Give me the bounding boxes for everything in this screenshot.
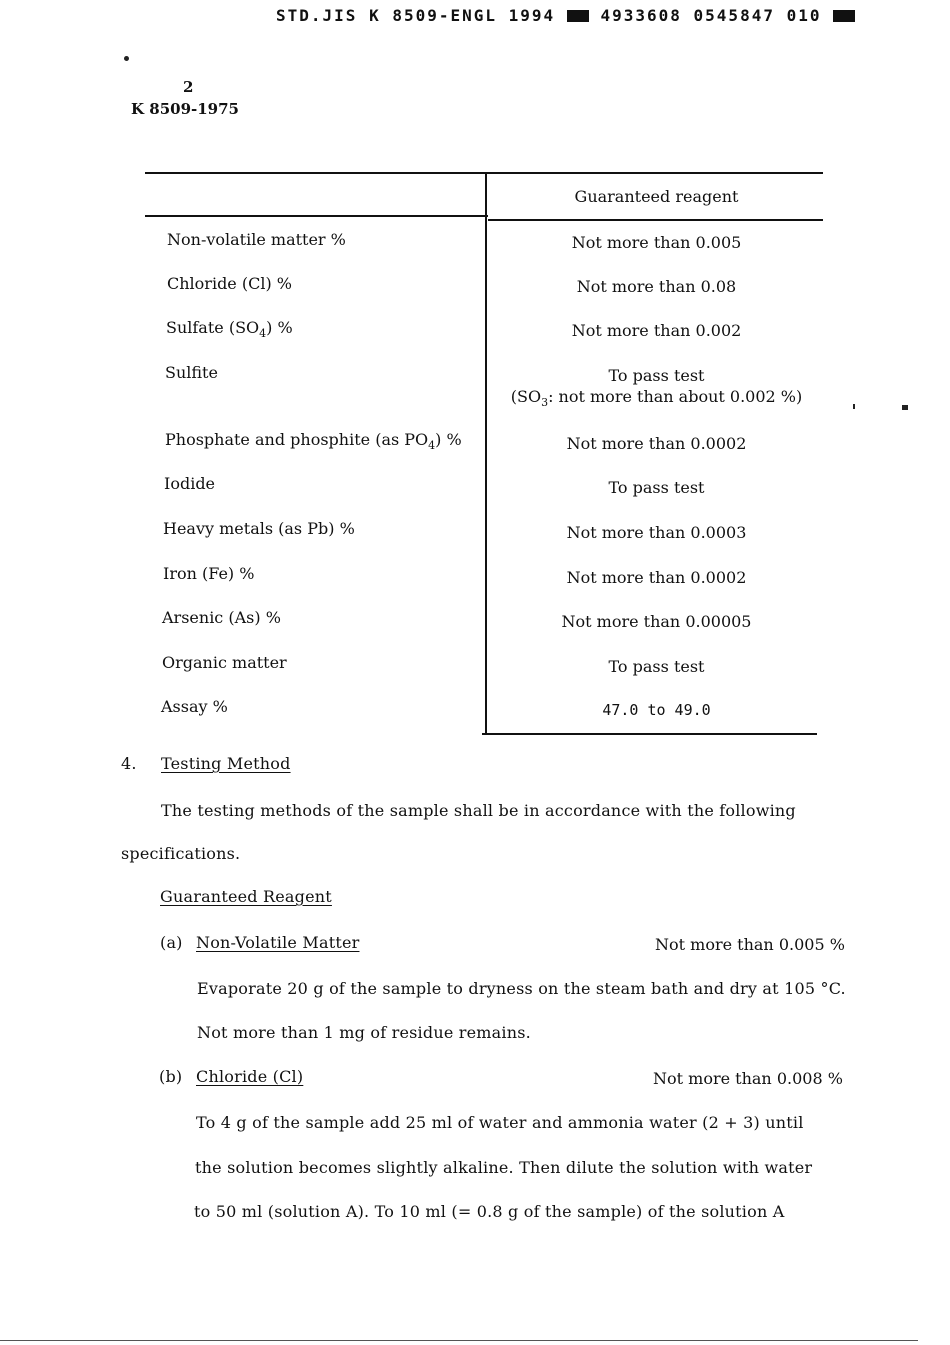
scan-speck [853,404,855,409]
header-left-text: STD.JIS K 8509-ENGL 1994 [276,6,556,25]
header-right-code: 010 [786,6,822,25]
row-value: To pass test [608,478,705,497]
page-bottom-edge [0,1340,918,1341]
row-value: Not more than 0.08 [576,277,737,296]
row-label: Organic matter [162,653,287,672]
table-bottom-rule [482,733,817,735]
row-value: Not more than 0.00005 [561,612,752,631]
item-b-text-line-1: To 4 g of the sample add 25 ml of water and ammonia water (2 + 3) until [196,1113,804,1132]
section-intro-line-2: specifications. [121,844,241,863]
row-label: Sulfite [165,363,218,382]
row-value: Not more than 0.002 [571,321,742,340]
item-a-text-line-2: Not more than 1 mg of residue remains. [197,1023,531,1042]
item-a-marker: (a) [160,933,183,952]
item-a-limit: Not more than 0.005 % [655,935,845,954]
column-header-guaranteed-reagent: Guaranteed reagent [574,187,739,206]
specification-table [145,172,825,737]
row-value: 47.0 to 49.0 [602,701,711,719]
row-label: Sulfate $(SO_4)$ % [166,318,293,341]
table-column-divider [485,172,487,734]
item-b-marker: (b) [159,1067,183,1086]
item-a-title: Non-Volatile Matter [196,933,360,952]
scan-speck [124,56,129,61]
item-a-text-line-1: Evaporate 20 g of the sample to dryness on the steam bath and dry at 105 °C. [197,979,846,998]
row-label: Chloride (Cl) % [167,274,292,293]
section-number: 4. [121,754,137,773]
table-top-rule [145,172,823,174]
row-label: Iodide [164,474,216,493]
row-label: Assay % [161,697,228,716]
row-label: Iron (Fe) % [163,564,255,583]
item-b-title: Chloride (Cl) [196,1067,304,1086]
scan-speck [902,405,908,410]
header-right-text: 4933608 0545847 [600,6,775,25]
table-header-rule-left [145,215,488,217]
row-value: To pass test [608,657,705,676]
document-header [276,6,855,25]
row-label: Heavy metals (as Pb) % [163,519,355,538]
page-number: 2 [183,78,194,96]
row-value: Not more than 0.0002 [566,568,747,587]
table-header-rule-right [488,219,823,221]
item-b-limit: Not more than 0.008 % [653,1069,843,1088]
section-intro-line-1: The testing methods of the sample shall be in accordance with the following [161,801,796,820]
row-value: To pass test ($SO_3$: not more than about 0.002 %) [510,366,803,410]
row-label: Phosphate and phosphite (as $PO_4$) % [165,430,462,453]
section-title: Testing Method [161,754,291,773]
header-black-block-1 [567,10,589,22]
row-label: Non-volatile matter % [167,230,346,249]
header-black-block-2 [833,10,855,22]
subheading-guaranteed-reagent: Guaranteed Reagent [160,887,332,906]
row-value: Not more than 0.0002 [566,434,747,453]
row-value: Not more than 0.005 [571,233,742,252]
item-b-text-line-2: the solution becomes slightly alkaline. Then dilute the solution with water [195,1158,813,1177]
row-value: Not more than 0.0003 [566,523,747,542]
item-b-text-line-3: to 50 ml (solution A). To 10 ml (= 0.8 g of the sample) of the solution A [194,1202,785,1221]
row-label: Arsenic (As) % [162,608,281,627]
standard-code: K 8509-1975 [131,100,239,118]
